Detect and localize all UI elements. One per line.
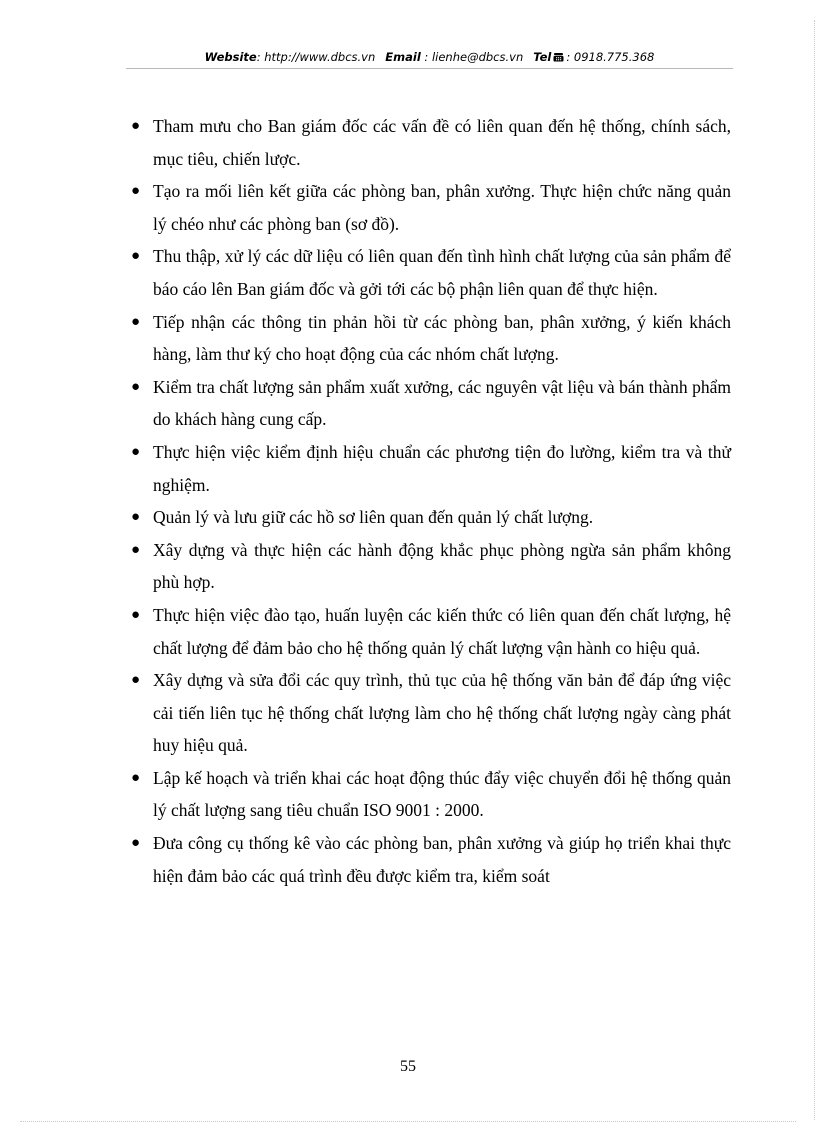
email-label: Email [385,50,421,64]
bullet-icon: ● [131,248,141,265]
bullet-icon: ● [131,769,141,786]
list-item [126,175,731,240]
list-item-text: Kiểm tra chất lượng sản phẩm xuất xưởng, các nguyên vật liệu và bán thành phẩm do khách hàng cung cấp. [153,376,731,430]
list-item [126,436,731,501]
list-item [126,762,731,827]
list-item [126,371,731,436]
list-item-text: Lập kế hoạch và triển khai các hoạt động thúc đẩy việc chuyển đổi hệ thống quản lý chất lượng sang tiêu chuẩn ISO 9001 : 2000. [153,767,731,821]
page-number: 55 [400,1058,416,1075]
tel-label: Tel [533,50,552,64]
list-item [126,534,731,599]
bullet-icon: ● [131,835,141,852]
list-item-text: Tham mưu cho Ban giám đốc các vấn đề có liên quan đến hệ thống, chính sách, mục tiêu, chiến lược. [153,116,731,169]
list-item-text: Thu thập, xử lý các dữ liệu có liên quan đến tình hình chất lượng của sản phẩm để báo cáo lên Ban giám đốc và gởi tới các bộ phận liên quan để thực hiện. [153,246,731,299]
list-item-text: Quản lý và lưu giữ các hồ sơ liên quan đến quản lý chất lượng. [153,507,594,528]
page-header [126,48,733,69]
website-value: : http://www.dbcs.vn [256,50,376,64]
bullet-icon: ● [131,541,141,558]
bullet-icon: ● [131,118,141,134]
list-item-text: Thực hiện việc kiểm định hiệu chuẩn các phương tiện đo lường, kiểm tra và thử nghiệm. [153,441,731,495]
email-value: : lienhe@dbcs.vn [424,50,524,64]
list-item [126,306,731,371]
bullet-icon: ● [131,672,141,689]
bullet-icon: ● [131,606,141,623]
page-border-right [814,20,815,1120]
list-item-text: Tạo ra mối liên kết giữa các phòng ban, phân xưởng. Thực hiện chức năng quản lý chéo như các phòng ban (sơ đồ). [153,181,731,234]
bullet-icon: ● [131,313,141,330]
list-item [126,240,731,305]
list-item [126,664,731,762]
page-border-bottom [20,1121,796,1122]
list-item-text: Thực hiện việc đào tạo, huấn luyện các kiến thức có liên quan đến chất lượng, hệ chất lượng để đảm bảo cho hệ thống quản lý chất lượng vận hành co hiệu quả. [153,604,731,658]
list-item-text: Đưa công cụ thống kê vào các phòng ban, phân xưởng và giúp họ triển khai thực hiện đảm bảo các quá trình đều được kiểm tra, kiểm soát [153,833,731,886]
list-item-text: Tiếp nhận các thông tin phản hồi từ các phòng ban, phân xưởng, ý kiến khách hàng, làm thư ký cho hoạt động của các nhóm chất lượng. [153,311,731,365]
phone-icon [553,52,564,62]
bullet-icon: ● [131,443,141,460]
list-item [126,599,731,664]
bullet-icon: ● [131,378,141,395]
bullet-list [126,110,731,892]
list-item [126,110,731,175]
list-item [126,501,731,534]
list-item-text: Xây dựng và thực hiện các hành động khắc phục phòng ngừa sản phẩm không phù hợp. [153,539,731,593]
bullet-icon: ● [131,183,141,200]
bullet-icon: ● [131,509,141,526]
list-item [126,827,731,892]
list-item-text: Xây dựng và sửa đổi các quy trình, thủ tục của hệ thống văn bản để đáp ứng việc cải tiến liên tục hệ thống chất lượng làm cho hệ thống chất lượng ngày càng phát huy hiệu quả. [153,670,731,756]
tel-value: : 0918.775.368 [566,50,655,64]
website-label: Website [204,50,257,64]
